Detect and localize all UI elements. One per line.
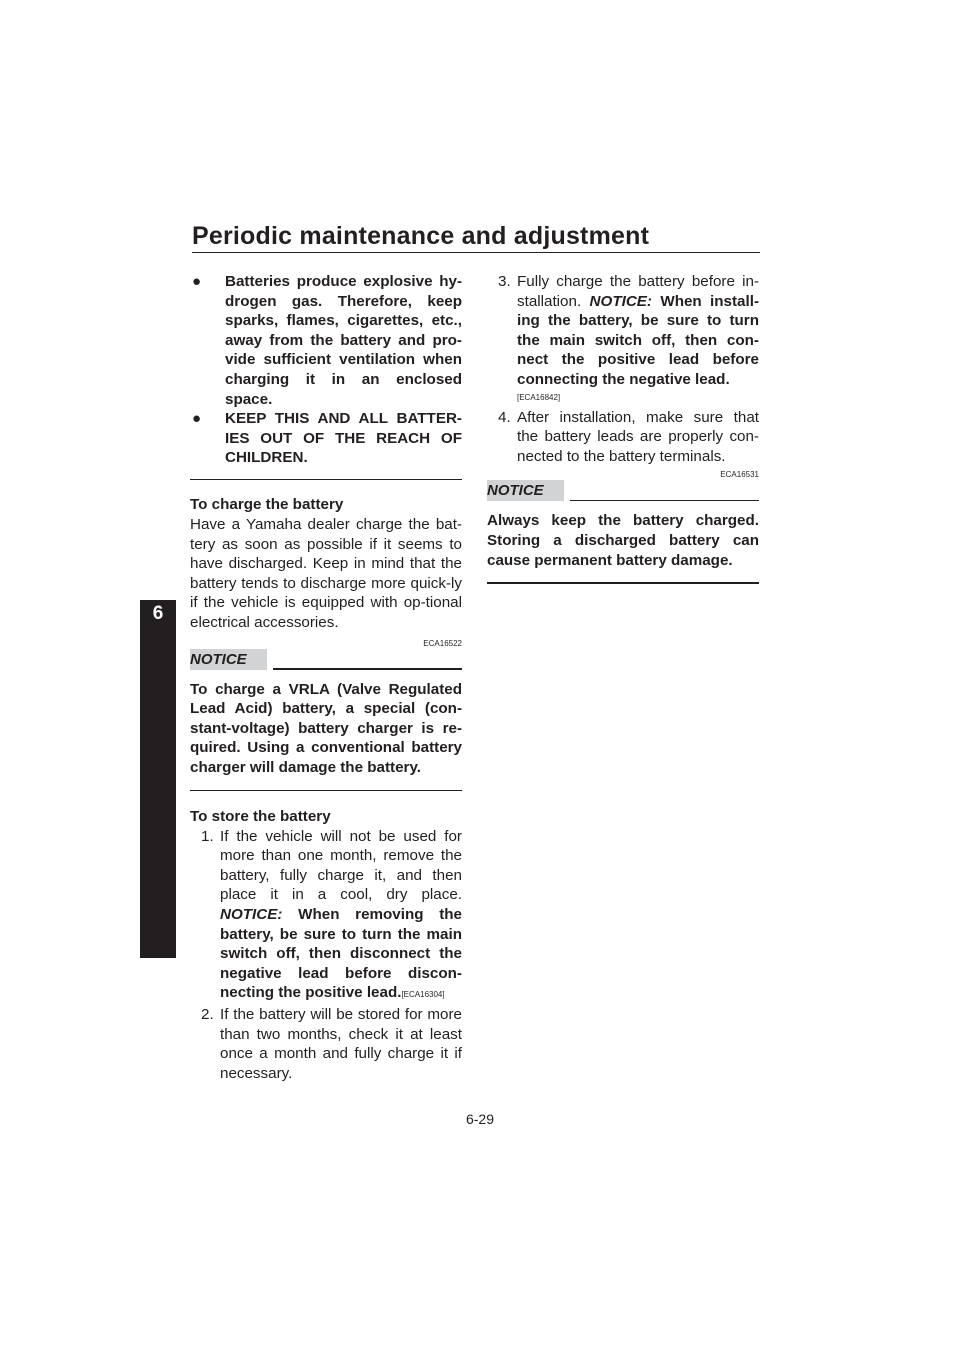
list-item: 2. If the battery will be stored for more than two months, check it at least once a month and fully charge it if necessary. xyxy=(201,1006,462,1082)
right-column xyxy=(487,272,759,584)
notice-text: To charge a VRLA (Valve Regulated Lead Acid) battery, a special (con-stant-voltage) battery charger is re-quired. Using a conventional battery charger will damage the battery. xyxy=(190,680,462,776)
notice-rule xyxy=(273,668,462,670)
store-heading: To store the battery xyxy=(190,808,331,826)
notice-rule xyxy=(570,500,759,502)
bullet-icon: ● xyxy=(192,273,202,290)
page-title: Periodic maintenance and adjustment xyxy=(192,222,650,250)
notice-end-rule xyxy=(190,790,462,792)
charge-heading: To charge the battery xyxy=(190,496,344,514)
notice-text: Always keep the battery charged. Storing a discharged battery can cause permanent battery damage. xyxy=(487,512,759,569)
notice-code: ECA16531 xyxy=(720,470,759,480)
chapter-tab xyxy=(140,600,176,958)
warning-bullet: ● KEEP THIS AND ALL BATTER-IES OUT OF THE REACH OF CHILDREN. xyxy=(192,410,462,467)
notice-label: NOTICE xyxy=(487,480,564,501)
warning-bullet: ● Batteries produce explosive hy-drogen gas. Therefore, keep sparks, flames, cigarettes, etc., away from the battery and pro-vide sufficient ventilation when charging it in an enclosed space. xyxy=(192,273,462,408)
list-item: 3. Fully charge the battery before in-stallation. NOTICE: When install-ing the battery, be sure to turn the main switch off, then con-nect the positive lead before connecting the negative lead. xyxy=(498,273,759,388)
notice-header xyxy=(190,649,462,670)
list-item: 4. After installation, make sure that the battery leads are properly con-nected to the battery terminals. xyxy=(498,408,759,465)
charge-body: Have a Yamaha dealer charge the bat-tery as soon as possible if it seems to have discharged. Keep in mind that the battery tends to discharge more quick-ly if the vehicle is equipped with op-tional electrical accessories. xyxy=(190,516,462,631)
bullet-icon: ● xyxy=(192,410,202,428)
title-divider xyxy=(192,252,760,253)
notice-label: NOTICE xyxy=(190,649,267,670)
warning-end-rule xyxy=(190,479,462,481)
notice-end-rule xyxy=(487,582,759,584)
list-item: 1. If the vehicle will not be used for more than one month, remove the battery, fully charge it, and then place it in a cool, dry place. NOTICE: When removing the battery, be sure to turn the main switch off, then disconnect the negative lead before discon-necting the positive lead.[ECA16304] xyxy=(201,827,462,1002)
list-item-code: [ECA16842] xyxy=(517,392,561,402)
page-number: 6-29 xyxy=(465,1111,495,1127)
notice-code: ECA16522 xyxy=(423,638,462,648)
notice-header xyxy=(487,480,759,501)
chapter-number: 6 xyxy=(152,603,164,624)
left-column xyxy=(190,272,462,1083)
